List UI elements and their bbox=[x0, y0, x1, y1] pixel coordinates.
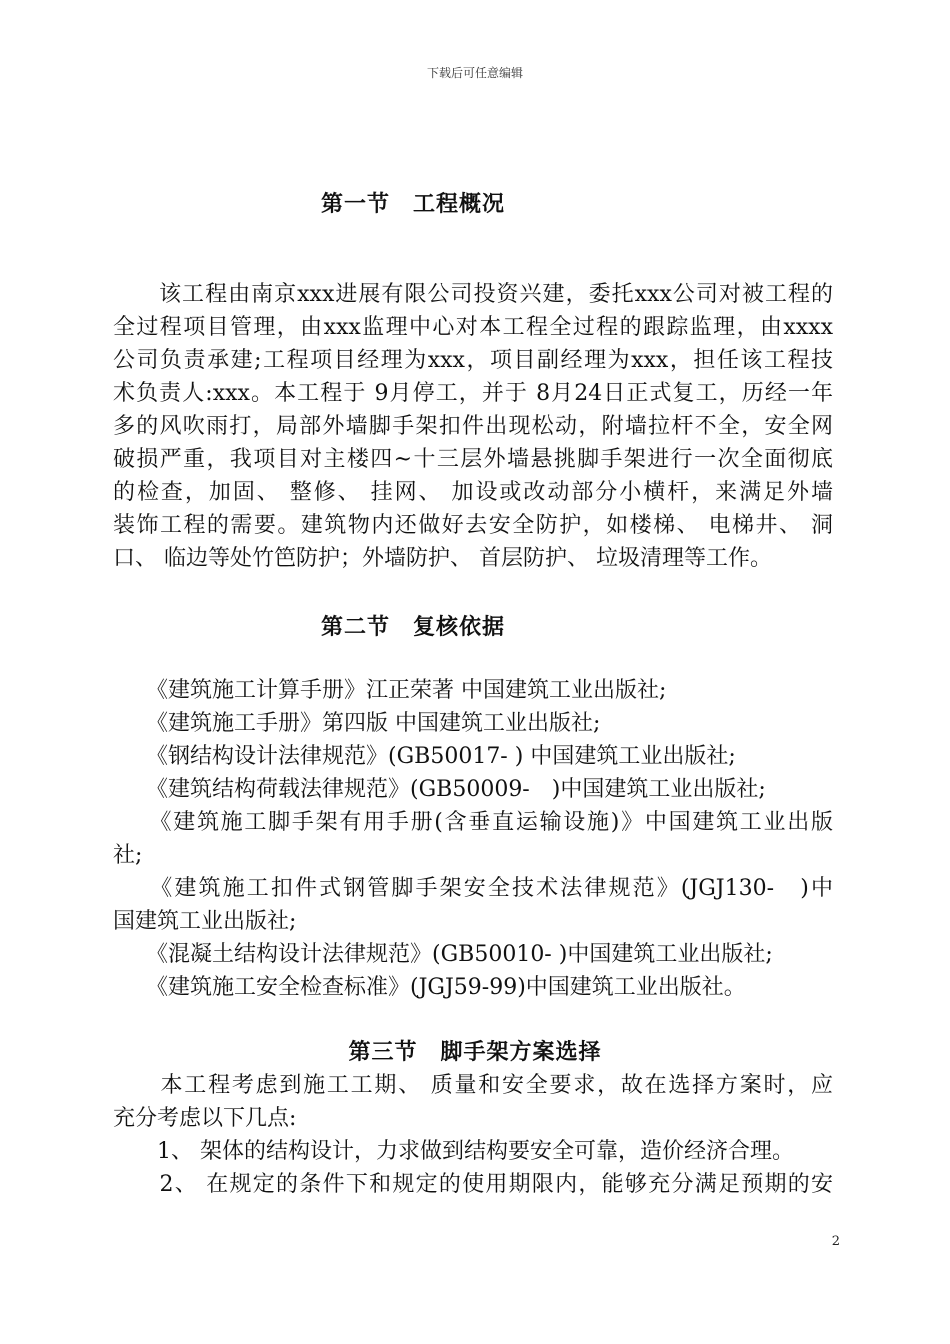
reference-item: 国建筑工业出版社; bbox=[113, 909, 297, 934]
reference-item: 社; bbox=[113, 843, 143, 868]
reference-item: 《建筑结构荷载法律规范》(GB50009- )中国建筑工业出版社; bbox=[113, 777, 766, 802]
reference-list bbox=[113, 674, 833, 1004]
page-number: 2 bbox=[831, 1234, 840, 1249]
paragraph-line: 口、 临边等处竹笆防护；外墙防护、 首层防护、 垃圾清理等工作。 bbox=[113, 546, 772, 571]
reference-item: 《混凝土结构设计法律规范》(GB50010- )中国建筑工业出版社; bbox=[113, 942, 773, 967]
paragraph-line: 全过程项目管理，由xxx监理中心对本工程全过程的跟踪监理，由xxxx bbox=[113, 315, 833, 340]
reference-item: 《建筑施工手册》第四版 中国建筑工业出版社; bbox=[113, 711, 601, 736]
paragraph-line: 术负责人:xxx。本工程于 9月停工，并于 8月24日正式复工，历经一年 bbox=[113, 381, 833, 406]
list-item: 1、 架体的结构设计，力求做到结构要安全可靠，造价经济合理。 bbox=[113, 1139, 794, 1164]
paragraph-line: 公司负责承建;工程项目经理为xxx，项目副经理为xxx，担任该工程技 bbox=[113, 348, 833, 373]
paragraph-line: 破损严重，我项目对主楼四~十三层外墙悬挑脚手架进行一次全面彻底 bbox=[113, 447, 833, 472]
reference-item: 《建筑施工脚手架有用手册(含垂直运输设施)》中国建筑工业出版 bbox=[113, 810, 833, 835]
section-scaffold-body bbox=[113, 1069, 833, 1201]
section-title-basis: 第二节 复核依据 bbox=[320, 615, 505, 640]
list-item: 2、 在规定的条件下和规定的使用期限内，能够充分满足预期的安 bbox=[113, 1172, 833, 1197]
paragraph-line: 充分考虑以下几点: bbox=[113, 1106, 297, 1131]
paragraph-line: 多的风吹雨打，局部外墙脚手架扣件出现松动，附墙拉杆不全，安全网 bbox=[113, 414, 833, 439]
reference-item: 《建筑施工扣件式钢管脚手架安全技术法律规范》(JGJ130- )中 bbox=[113, 876, 833, 901]
reference-item: 《钢结构设计法律规范》(GB50017- ) 中国建筑工业出版社; bbox=[113, 744, 736, 769]
section-title-scaffold-plan: 第三节 脚手架方案选择 bbox=[348, 1040, 602, 1065]
paragraph-line: 的检查，加固、 整修、 挂网、 加设或改动部分小横杆，来满足外墙 bbox=[113, 480, 833, 505]
reference-item: 《建筑施工安全检查标准》(JGJ59-99)中国建筑工业出版社。 bbox=[113, 975, 746, 1000]
paragraph-line: 该工程由南京xxx进展有限公司投资兴建，委托xxx公司对被工程的 bbox=[113, 282, 833, 307]
section-overview-body bbox=[113, 278, 833, 575]
reference-item: 《建筑施工计算手册》江正荣著 中国建筑工业出版社; bbox=[113, 678, 667, 703]
header-note: 下载后可任意编辑 bbox=[426, 66, 523, 80]
paragraph-line: 本工程考虑到施工工期、 质量和安全要求，故在选择方案时，应 bbox=[113, 1073, 833, 1098]
paragraph-line: 装饰工程的需要。建筑物内还做好去安全防护，如楼梯、 电梯井、 洞 bbox=[113, 513, 833, 538]
section-title-overview: 第一节 工程概况 bbox=[320, 192, 505, 217]
